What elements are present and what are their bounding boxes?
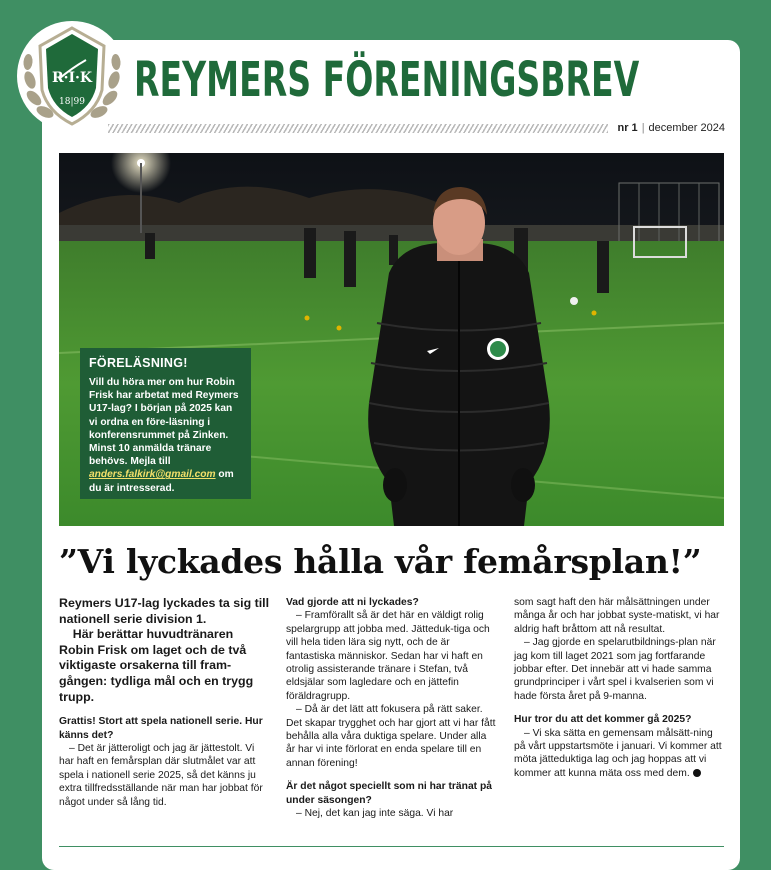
club-logo: [16, 20, 128, 132]
lecture-callout: [80, 348, 251, 499]
answer-1: – Det är jätteroligt och jag är jättestolt. Vi har haft en femårsplan där slutmålet var att spela i nationell serie 2025, så det känns ju extra tillfredsställande när man har jobbat för något under så lång tid.: [59, 742, 271, 809]
question-1: Grattis! Stort att spela nationell serie. Hur känns det?: [59, 716, 263, 741]
answer-3: – Nej, det kan jag inte säga. Vi har: [286, 807, 498, 820]
callout-body: [89, 376, 242, 495]
bottom-divider: [59, 846, 724, 847]
article-headline: ”Vi lyckades hålla vår femårsplan!”: [59, 542, 702, 581]
article-lead: [59, 596, 271, 705]
callout-text: Vill du höra mer om hur Robin Frisk har arbetat med Reymers U17-lag? I början på 2025 kan vi ordna en före-läsning i konferensrummet på Zinken. Minst 10 anmälda tränare behövs. Mejla till: [89, 377, 239, 468]
answer-3-continued: som sagt haft den här målsättningen under många år och har jobbat syste-matiskt, vi har aldrig haft bråttom att nå resultat.: [514, 597, 720, 635]
article-column-1: [59, 596, 271, 819]
article-column-2: [286, 596, 498, 831]
answer-2: – Framförallt så är det här en väldigt rolig spelargrupp att jobba med. Jätteduk-tiga och vill hela tiden lära sig nytt, och de är fantastiska människor. Sedan har vi haft en otrolig assisterande tränare i Stefan, två eldsjälar som lagledare och en jättefin föräldragrupp.: [286, 609, 498, 703]
issue-date: december 2024: [648, 122, 725, 134]
logo-year: 18|99: [59, 97, 85, 107]
answer-4: Vi ska sätta en gemensam målsätt-ning på vårt uppstartsmöte i januari. Vi kommer att möta jätteduktiga lag och jag hoppas att vi kommer att kunna mäta oss med dem.: [514, 727, 722, 779]
answer-3b: – Jag gjorde en spelarutbildnings-plan när jag kom till laget 2021 som jag fortfarande jobbar efter. Det innebär att vi hade samma grundprinciper i vårt spel i kvalserien som vi hade första året på 9-manna.: [514, 636, 724, 703]
contact-email-link[interactable]: anders.falkirk@gmail.com: [89, 469, 216, 481]
issue-number: nr 1: [617, 122, 638, 134]
newsletter-title: REYMERS FÖRENINGSBREV: [134, 52, 640, 108]
issue-info: nr 1 | december 2024: [617, 122, 725, 134]
article-column-3: [514, 596, 724, 790]
answer-2b: – Då är det lätt att fokusera på rätt saker. Det skapar trygghet och har gjort att vi har fått behålla alla våra duktiga spelare. Under alla år har vi inte förlorat en enda spelare till en annan förening!: [286, 703, 498, 770]
decorative-hatch-divider: [108, 124, 608, 133]
question-2: Vad gjorde att ni lyckades?: [286, 597, 419, 608]
question-4: Hur tror du att det kommer gå 2025?: [514, 714, 692, 726]
lead-sentence-2: Här berättar huvudtränaren Robin Frisk om laget och de två viktigaste orsakerna till fram-gången: tydliga mål och en trygg trupp.: [59, 627, 254, 704]
logo-monogram: R·I·K: [51, 70, 93, 86]
lead-sentence-1: Reymers U17-lag lyckades ta sig till nationell serie division 1.: [59, 596, 270, 626]
callout-text-end: om du är intresserad.: [89, 469, 234, 494]
callout-heading: FÖRELÄSNING!: [89, 356, 188, 370]
question-3: Är det något speciellt som ni har tränat på under säsongen?: [286, 781, 492, 806]
end-of-article-mark: [693, 769, 701, 777]
answer-4-paragraph: – Vi ska sätta en gemensam målsätt-ning på vårt uppstartsmöte i januari. Vi kommer att möta jätteduktiga lag och jag hoppas att vi kommer att kunna mäta oss med dem.: [514, 727, 722, 779]
